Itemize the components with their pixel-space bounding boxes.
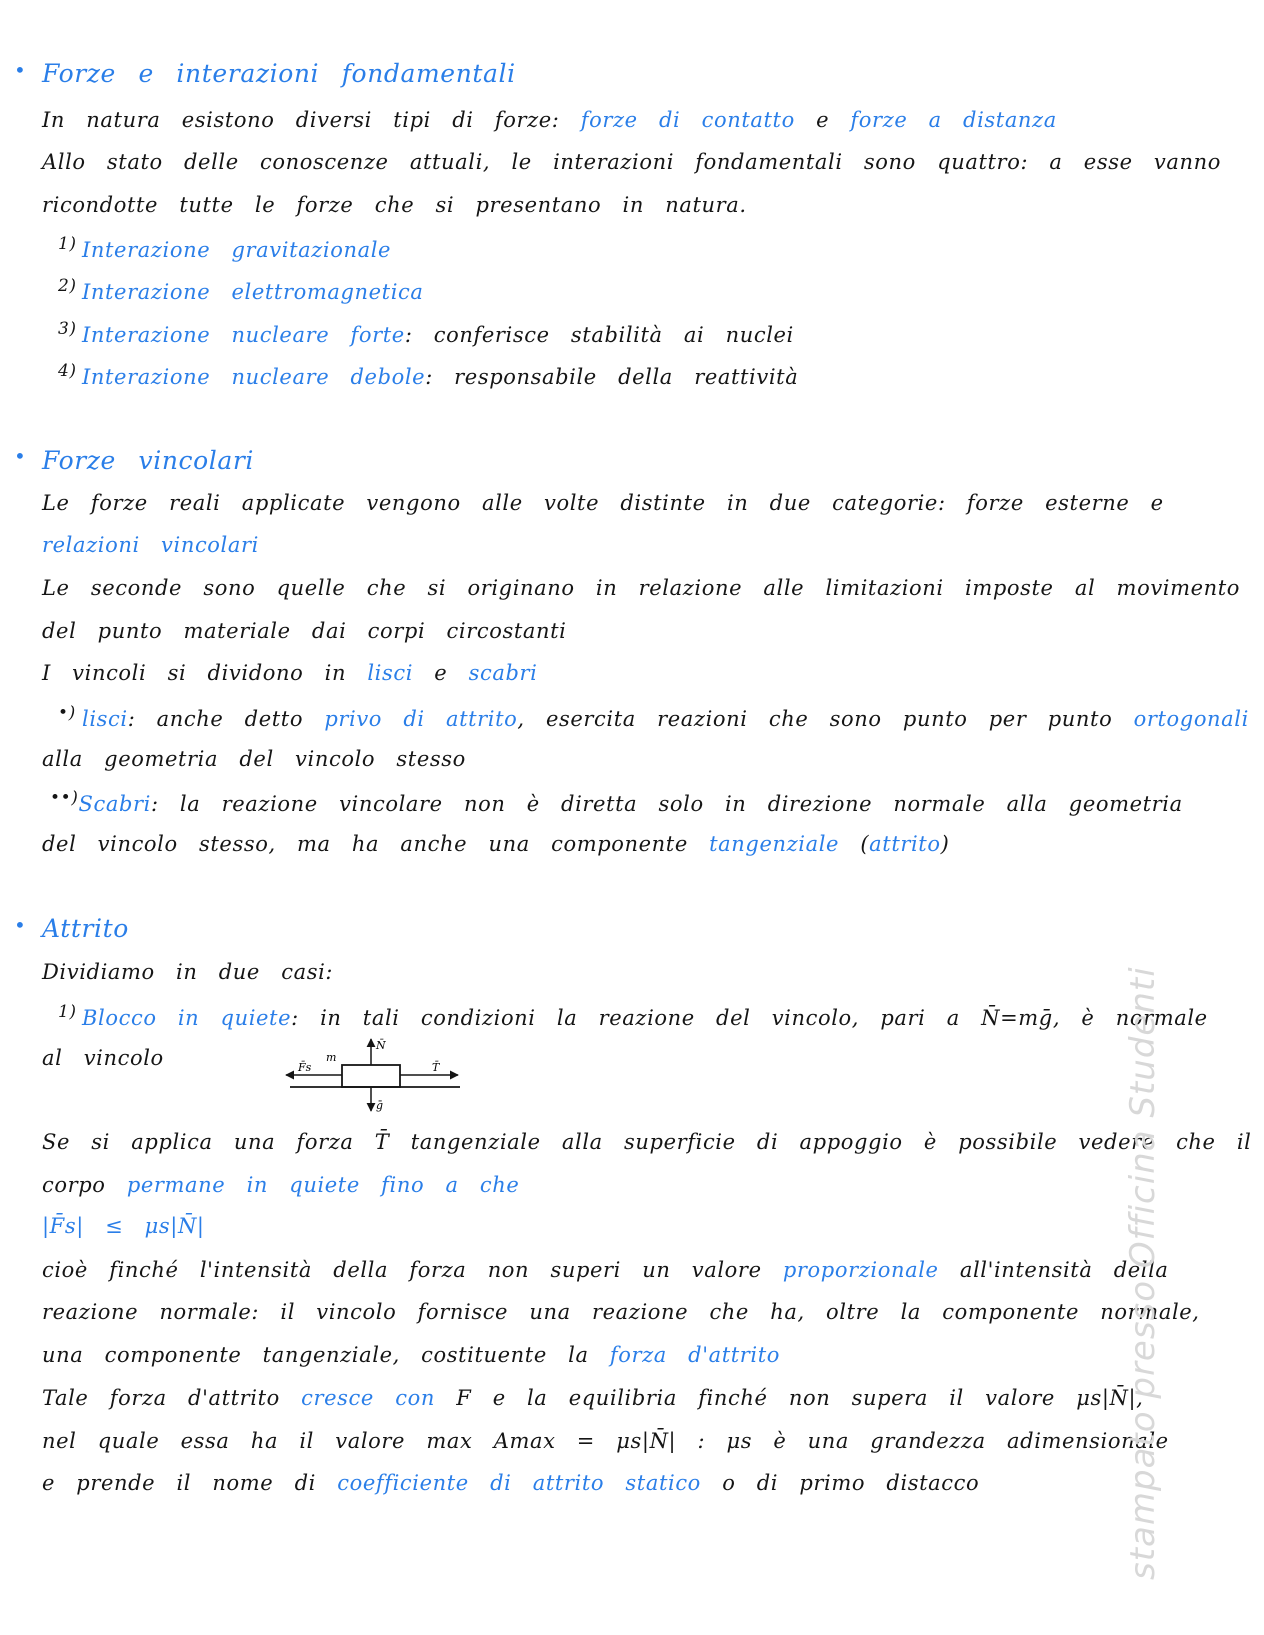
text: Tale forza d'attrito xyxy=(42,1386,302,1410)
paragraph-line xyxy=(42,108,1206,132)
highlight-forze-distanza: forze a distanza xyxy=(850,108,1057,132)
paragraph-line xyxy=(58,703,1249,731)
force-diagram xyxy=(280,1035,480,1115)
block-mass xyxy=(342,1065,400,1087)
text: In natura esistono diversi tipi di forze: xyxy=(42,108,581,132)
paragraph-line xyxy=(42,1343,1206,1367)
label-t: T̄ xyxy=(432,1061,440,1074)
highlight-scabri: scabri xyxy=(468,661,538,685)
text: , esercita reazioni che sono punto per punto xyxy=(517,707,1134,731)
list-item xyxy=(58,235,1206,262)
label-n: N̄ xyxy=(376,1039,386,1052)
paragraph-line: Se si applica una forza T̄ tangenziale alla superficie di appoggio è possibile vedere che il xyxy=(42,1130,1252,1154)
item-label: Interazione nucleare forte xyxy=(82,323,405,347)
highlight-attrito: attrito xyxy=(869,832,941,856)
highlight-relazioni-vincolari: relazioni vincolari xyxy=(42,533,259,557)
text: : in tali condizioni la reazione del vincolo, pari a N̄=mḡ, è normale xyxy=(291,1006,1208,1030)
formula-static-friction: |F̄s| ≤ μs|N̄| xyxy=(42,1214,205,1238)
highlight-lisci: lisci xyxy=(367,661,414,685)
watermark: stampato presso Officina Studenti xyxy=(1123,966,1163,1580)
highlight-lisci: lisci xyxy=(82,707,128,731)
highlight-coefficiente-statico: coefficiente di attrito statico xyxy=(337,1471,701,1495)
item-number: 4) xyxy=(58,361,77,381)
paragraph-line: ricondotte tutte le forze che si presentano in natura. xyxy=(42,193,747,217)
highlight-blocco-quiete: Blocco in quiete xyxy=(82,1006,292,1030)
highlight-forze-contatto: forze di contatto xyxy=(580,108,795,132)
item-label: Interazione nucleare debole xyxy=(82,365,426,389)
text: del vincolo stesso, ma ha anche una componente xyxy=(42,832,710,856)
text: corpo xyxy=(42,1173,127,1197)
paragraph-line: Le seconde sono quelle che si originano in relazione alle limitazioni imposte al movimento xyxy=(42,576,1241,600)
highlight-proporzionale: proporzionale xyxy=(782,1258,939,1282)
item-number: 2) xyxy=(58,276,77,296)
highlight-scabri: Scabri xyxy=(78,792,151,816)
paragraph-line xyxy=(50,789,1206,816)
list-item xyxy=(58,320,1206,347)
paragraph-line: Allo stato delle conoscenze attuali, le interazioni fondamentali sono quattro: a esse vanno xyxy=(42,150,1221,174)
item-number: 1) xyxy=(58,1002,77,1022)
text: ) xyxy=(940,832,950,856)
paragraph-line xyxy=(42,832,1206,856)
paragraph-line xyxy=(42,1471,1206,1495)
label-fs: F̄s xyxy=(298,1061,312,1074)
paragraph-line: al vincolo xyxy=(42,1046,164,1070)
highlight-tangenziale: tangenziale xyxy=(709,832,840,856)
text: : la reazione vincolare non è diretta solo in direzione normale alla geometria xyxy=(150,792,1183,816)
item-number: •) xyxy=(58,703,76,723)
text: e xyxy=(413,661,469,685)
bullet-dot: • xyxy=(14,58,26,82)
paragraph-line: del punto materiale dai corpi circostanti xyxy=(42,619,567,643)
text: e prende il nome di xyxy=(42,1471,338,1495)
paragraph-line xyxy=(42,1386,1206,1410)
paragraph-line: Le forze reali applicate vengono alle volte distinte in due categorie: forze esterne e xyxy=(42,491,1164,515)
item-number: 3) xyxy=(58,319,77,339)
item-number: ••) xyxy=(50,788,79,808)
text: cioè finché l'intensità della forza non superi un valore xyxy=(42,1258,783,1282)
list-item xyxy=(58,362,1206,389)
list-item xyxy=(58,277,1206,304)
paragraph-line xyxy=(58,1003,1206,1030)
text: e xyxy=(794,108,851,132)
section-title-attrito: Attrito xyxy=(42,914,129,943)
item-rest: : conferisce stabilità ai nuclei xyxy=(404,323,794,347)
text: F e la equilibria finché non supera il valore μs|N̄|, xyxy=(434,1386,1144,1410)
highlight-forza-attrito: forza d'attrito xyxy=(609,1343,781,1367)
paragraph-line xyxy=(42,661,1206,685)
highlight-ortogonali: ortogonali xyxy=(1133,707,1249,731)
paragraph-line: alla geometria del vincolo stesso xyxy=(42,747,466,771)
label-g: ḡ xyxy=(376,1099,384,1112)
text: ( xyxy=(839,832,870,856)
item-rest: : responsabile della reattività xyxy=(425,365,799,389)
text: I vincoli si dividono in xyxy=(42,661,368,685)
highlight-cresce-con: cresce con xyxy=(301,1386,435,1410)
text: : anche detto xyxy=(127,707,325,731)
text: o di primo distacco xyxy=(700,1471,980,1495)
paragraph-line: Dividiamo in due casi: xyxy=(42,960,334,984)
item-label: Interazione elettromagnetica xyxy=(82,280,424,304)
bullet-dot: • xyxy=(14,444,26,468)
highlight-privo-attrito: privo di attrito xyxy=(324,707,518,731)
highlight-permane-quiete: permane in quiete fino a che xyxy=(126,1173,520,1197)
bullet-dot: • xyxy=(14,913,26,937)
paragraph-line: nel quale essa ha il valore max Amax = μs|N̄| : μs è una grandezza adimensionale xyxy=(42,1429,1169,1453)
text: una componente tangenziale, costituente la xyxy=(42,1343,610,1367)
text: all'intensità della xyxy=(938,1258,1169,1282)
paragraph-line xyxy=(42,1258,1206,1282)
section-title-forze-vincolari: Forze vincolari xyxy=(42,446,255,475)
paragraph-line xyxy=(42,1173,1206,1197)
paragraph-line: reazione normale: il vincolo fornisce una reazione che ha, oltre la componente normale, xyxy=(42,1300,1200,1324)
section-title-forze-interazioni: Forze e interazioni fondamentali xyxy=(42,59,516,88)
item-label: Interazione gravitazionale xyxy=(82,238,392,262)
item-number: 1) xyxy=(58,234,77,254)
label-m: m xyxy=(326,1051,337,1064)
